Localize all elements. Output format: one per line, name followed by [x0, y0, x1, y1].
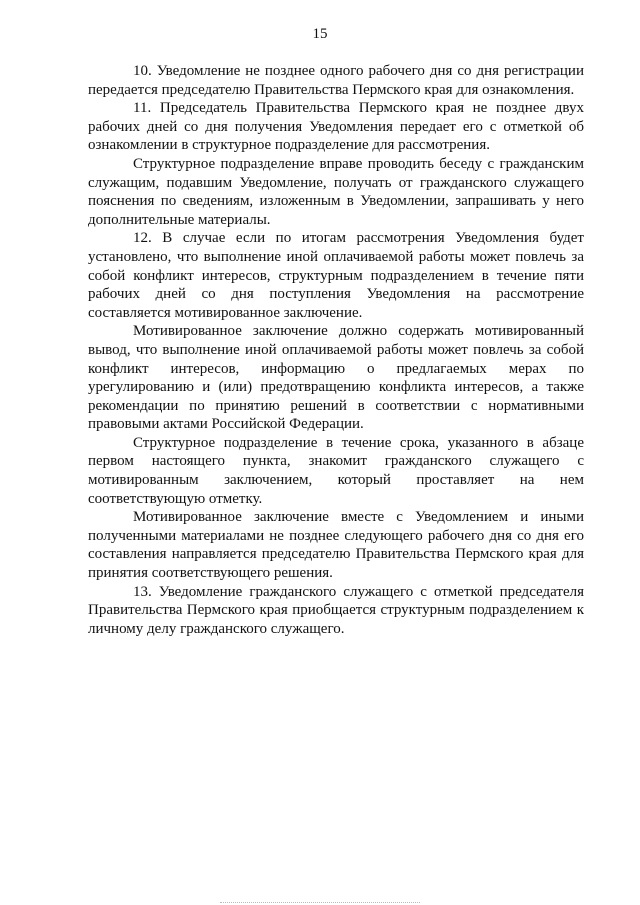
paragraph-item-10: 10. Уведомление не позднее одного рабочего дня со дня регистрации передается председателю Правительства Пермского края для ознакомления. [88, 63, 584, 98]
document-body [88, 62, 584, 638]
paragraph-item-13: 13. Уведомление гражданского служащего с отметкой председателя Правительства Пермского края приобщается структурным подразделением к личному делу гражданского служащего. [88, 583, 584, 637]
paragraph-item-12: 12. В случае если по итогам рассмотрения Уведомления будет установлено, что выполнение иной оплачиваемой работы может повлечь за собой конфликт интересов, структурным подразделением в течение пяти рабочих дней со дня поступления Уведомления на рассмотрение составляется мотивированное заключение. [88, 230, 584, 321]
paragraph-item-12-conclusion-content: Мотивированное заключение должно содержать мотивированный вывод, что выполнение иной оплачиваемой работы может повлечь за собой конфликт интересов, информацию о предлагаемых мерах по урегулированию и (или) предотвращению конфликта интересов, а также рекомендации по принятию решений в соответствии с нормативными правовыми актами Российской Федерации. [88, 323, 584, 433]
paragraph-item-11-conversation: Структурное подразделение вправе проводить беседу с гражданским служащим, подавшим Уведомление, получать от гражданского служащего пояснения по сведениям, изложенным в Уведомлении, запрашивать у него дополнительные материалы. [88, 155, 584, 228]
page-number: 15 [312, 26, 328, 42]
paragraph-item-12-acquaintance: Структурное подразделение в течение срока, указанного в абзаце первом настоящего пункта, знакомит гражданского служащего с мотивированным заключением, который проставляет на нем соответствующую отметку. [88, 434, 584, 507]
paragraph-item-11: 11. Председатель Правительства Пермского края не позднее двух рабочих дней со дня получения Уведомления передает его с отметкой об ознакомлении в структурное подразделение для рассмотрения. [88, 100, 584, 154]
paragraph-item-12-submission: Мотивированное заключение вместе с Уведомлением и иными полученными материалами не позднее следующего рабочего дня со дня его составления направляется председателю Правительства Пермского края для принятия соответствующего решения. [88, 509, 584, 582]
